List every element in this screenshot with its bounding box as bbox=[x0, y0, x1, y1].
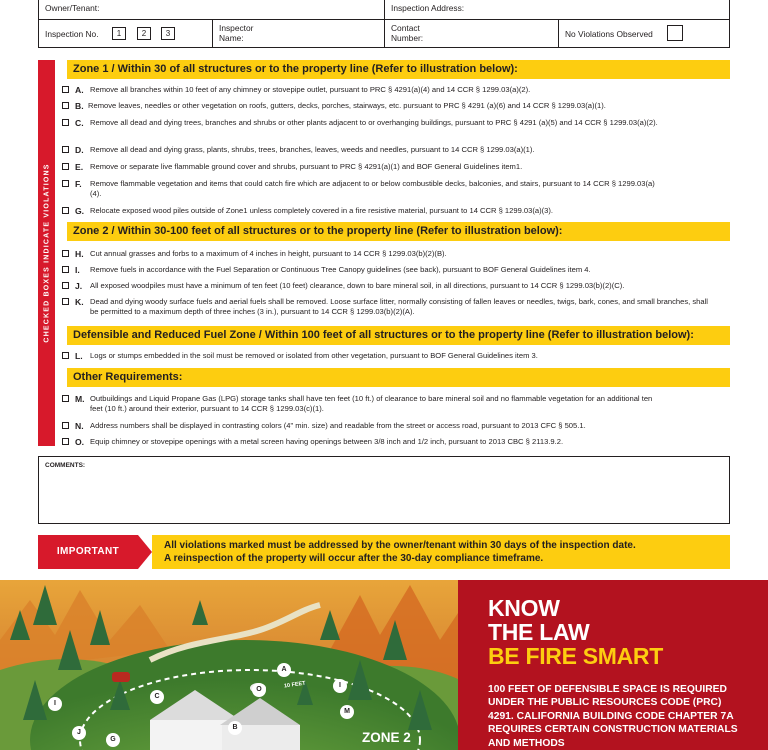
inspection-address-label: Inspection Address: bbox=[391, 3, 465, 13]
checkbox[interactable] bbox=[62, 266, 69, 273]
important-line-1: All violations marked must be addressed by the owner/tenant within 30 days of the inspection date. bbox=[164, 540, 636, 551]
header-divider bbox=[558, 20, 559, 48]
contact-number-label: Contact Number: bbox=[391, 23, 424, 43]
item-text: Remove all dead and dying trees, branches and shrubs or other plants adjacent to or overhanging buildings, pursuant to PRC § 4291 (a)(5) and 14 CCR § 1299.03(a)(2). bbox=[90, 118, 658, 127]
item-text: Remove fuels in accordance with the Fuel Separation or Continuous Tree Canopy guidelines (see back), pursuant to BOF General Guidelines item 4. bbox=[90, 265, 591, 274]
checkbox[interactable] bbox=[62, 352, 69, 359]
marker-b: B bbox=[228, 721, 242, 735]
header-divider bbox=[384, 0, 385, 48]
checkbox[interactable] bbox=[62, 119, 69, 126]
important-arrow bbox=[138, 535, 152, 569]
important-line-2: A reinspection of the property will occur after the 30-day compliance timeframe. bbox=[164, 553, 544, 564]
zone-2-heading: Zone 2 / Within 30-100 feet of all structures or to the property line (Refer to illustration below): bbox=[67, 222, 730, 241]
item-letter: O. bbox=[75, 437, 85, 447]
item-text: Equip chimney or stovepipe openings with a metal screen having openings between 3/8 inch and 1/2 inch, pursuant to 2013 CBC § 2113.9.2. bbox=[90, 437, 564, 446]
comments-label: COMMENTS: bbox=[45, 462, 86, 469]
item-letter: D. bbox=[75, 145, 84, 155]
checkbox[interactable] bbox=[62, 163, 69, 170]
item-text: All exposed woodpiles must have a minimum of ten feet (10 feet) clearance, down to bare mineral soil, in all directions, pursuant to 14 CCR § 1299.03(b)(2)(C). bbox=[90, 281, 625, 290]
comments-box[interactable] bbox=[38, 456, 730, 524]
checkbox[interactable] bbox=[62, 86, 69, 93]
item-text: Outbuildings and Liquid Propane Gas (LPG) storage tanks shall have ten feet (10 ft.) of clearance to bare mineral soil and no flammable vegetation for an additional ten feet (10 ft.) around their exterior, pursuant to 14 CCR § 1299.03(c)(1). bbox=[90, 394, 653, 413]
item-letter: L. bbox=[75, 351, 83, 361]
item-letter: C. bbox=[75, 118, 84, 128]
checkbox[interactable] bbox=[62, 438, 69, 445]
inspection-number-3[interactable]: 3 bbox=[161, 27, 175, 40]
checkbox[interactable] bbox=[62, 146, 69, 153]
item-letter: M. bbox=[75, 394, 85, 404]
violations-side-bar bbox=[38, 60, 55, 446]
side-label: CHECKED BOXES INDICATE VIOLATIONS bbox=[43, 163, 50, 343]
other-requirements-heading: Other Requirements: bbox=[67, 368, 730, 387]
headline-line-3: BE FIRE SMART bbox=[488, 643, 663, 669]
item-text: Address numbers shall be displayed in contrasting colors (4" min. size) and readable from the street or access road, pursuant to 2013 CFC § 505.1. bbox=[90, 421, 586, 430]
header-divider bbox=[212, 20, 213, 48]
item-letter: E. bbox=[75, 162, 84, 172]
checkbox[interactable] bbox=[62, 180, 69, 187]
owner-tenant-label: Owner/Tenant: bbox=[45, 3, 100, 13]
poster-body: 100 FEET OF DEFENSIBLE SPACE IS REQUIRED UNDER THE PUBLIC RESOURCES CODE (PRC) 4291. CALIFORNIA BUILDING CODE CHAPTER 7A REQUIRES CERTAIN CONSTRUCTION MATERIALS AND METHODS bbox=[488, 684, 738, 749]
checkbox[interactable] bbox=[62, 250, 69, 257]
item-text: Relocate exposed wood piles outside of Zone1 unless completely covered in a fire resistive material, pursuant to 14 CCR § 1299.03(a)(3). bbox=[90, 206, 554, 215]
headline-line-2: THE LAW bbox=[488, 619, 590, 645]
item-text: Remove leaves, needles or other vegetation on roofs, gutters, decks, porches, stairways, etc. pursuant to PRC § 4291 (a)(6) and 14 CCR § 1299.03(a)(1). bbox=[88, 101, 606, 110]
marker-i: I bbox=[48, 697, 62, 711]
item-letter: G. bbox=[75, 206, 85, 216]
important-message bbox=[152, 535, 730, 569]
item-text: Remove all branches within 10 feet of any chimney or stovepipe outlet, pursuant to PRC § 4291(a)(4) and 14 CCR § 1299.03(a)(2). bbox=[90, 85, 531, 94]
defensible-zone-heading: Defensible and Reduced Fuel Zone / Within 100 feet of all structures or to the property line (Refer to illustration below): bbox=[67, 326, 730, 345]
checkbox[interactable] bbox=[62, 422, 69, 429]
item-letter: N. bbox=[75, 421, 84, 431]
marker-g: G bbox=[106, 733, 120, 747]
item-text: Remove or separate live flammable ground cover and shrubs, pursuant to PRC § 4291(a)(1) and BOF General Guidelines item1. bbox=[90, 162, 523, 171]
inspector-name-label: Inspector Name: bbox=[219, 23, 254, 43]
item-text: Remove flammable vegetation and items that could catch fire which are adjacent to or below combustible decks, balconies, and stairs, pursuant to 14 CCR § 1299.03(a)(4). bbox=[90, 179, 655, 198]
item-text: Logs or stumps embedded in the soil must be removed or isolated from other vegetation, pursuant to BOF General Guidelines item 3. bbox=[90, 351, 538, 360]
checkbox[interactable] bbox=[62, 207, 69, 214]
zone-2-label: ZONE 2 bbox=[362, 730, 411, 745]
item-letter: F. bbox=[75, 179, 82, 189]
checkbox[interactable] bbox=[62, 395, 69, 402]
important-label: IMPORTANT bbox=[38, 535, 138, 569]
inspection-number-2[interactable]: 2 bbox=[137, 27, 151, 40]
know-the-law-panel bbox=[458, 580, 768, 750]
item-text: Remove all dead and dying grass, plants, shrubs, trees, branches, leaves, weeds and needles, pursuant to 14 CCR § 1299.03(a)(1). bbox=[90, 145, 535, 154]
important-banner bbox=[38, 535, 730, 569]
item-letter: I. bbox=[75, 265, 80, 275]
zone-1-heading: Zone 1 / Within 30 of all structures or to the property line (Refer to illustration below): bbox=[67, 60, 730, 79]
marker-o: O bbox=[252, 683, 266, 697]
no-violations-checkbox[interactable] bbox=[667, 25, 683, 41]
item-letter: H. bbox=[75, 249, 84, 259]
item-letter: A. bbox=[75, 85, 84, 95]
checkbox[interactable] bbox=[62, 298, 69, 305]
checkbox[interactable] bbox=[62, 102, 69, 109]
inspection-header bbox=[38, 0, 730, 48]
inspection-number-1[interactable]: 1 bbox=[112, 27, 126, 40]
item-letter: J. bbox=[75, 281, 83, 291]
checkbox[interactable] bbox=[62, 282, 69, 289]
inspection-no-label: Inspection No. bbox=[45, 29, 99, 39]
item-text: Dead and dying woody surface fuels and aerial fuels shall be removed. Loose surface litter, normally consisting of fallen leaves or needles, twigs, bark, cones, and small branches, shall be permitted to a maximum depth of three inches (3 in.), pursuant to 14 CCR § 1299.03(b)(2)(A). bbox=[90, 297, 708, 316]
marker-a: A bbox=[277, 663, 291, 677]
item-letter: K. bbox=[75, 297, 84, 307]
marker-m: M bbox=[340, 705, 354, 719]
item-letter: B. bbox=[75, 101, 84, 111]
no-violations-label: No Violations Observed bbox=[565, 29, 653, 39]
item-text: Cut annual grasses and forbs to a maximum of 4 inches in height, pursuant to 14 CCR § 1299.03(b)(2)(B). bbox=[90, 249, 447, 258]
marker-i-2: I bbox=[333, 679, 347, 693]
headline-line-1: KNOW bbox=[488, 595, 560, 621]
marker-c: C bbox=[150, 690, 164, 704]
ten-feet-label: 10 FEET bbox=[283, 680, 307, 690]
marker-j: J bbox=[72, 726, 86, 740]
poster-headline bbox=[488, 596, 663, 668]
defensible-space-illustration bbox=[0, 580, 768, 750]
